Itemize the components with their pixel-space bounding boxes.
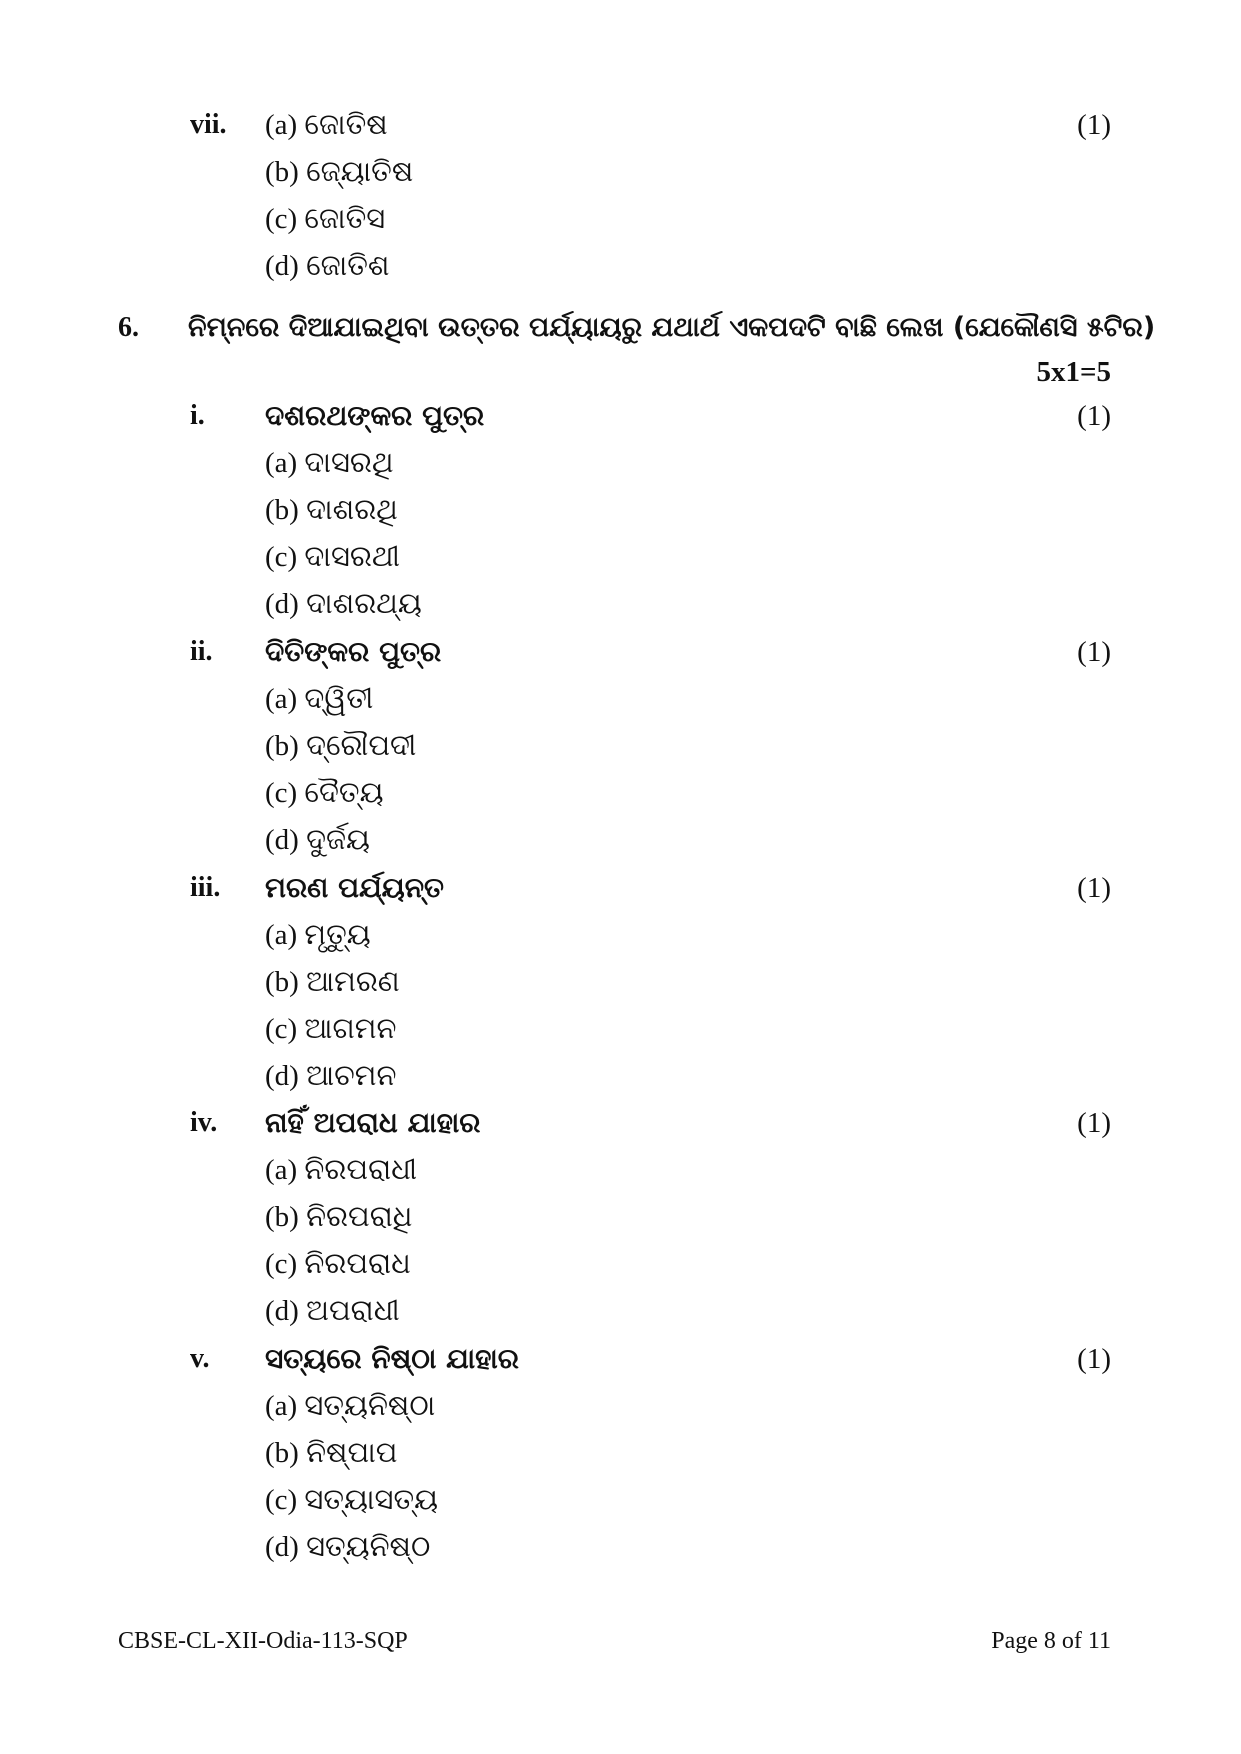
option-a: (a) ଦାସରଥି xyxy=(265,447,394,479)
option-b: (b) ଦ୍ରୌପଦୀ xyxy=(265,730,417,762)
question-text: ସତ୍ୟରେ ନିଷ୍ଠା ଯାହାର xyxy=(265,1342,520,1375)
option-b: (b) ନିରପରାଧି xyxy=(265,1201,413,1233)
footer-document-code: CBSE-CL-XII-Odia-113-SQP xyxy=(118,1628,408,1654)
option-d: (d) ଦାଶରଥ୍ୟ xyxy=(265,588,422,620)
question-number: i. xyxy=(190,400,205,431)
question-marks: (1) xyxy=(1077,636,1111,668)
option-d: (d) ଦୁର୍ଜୟ xyxy=(265,824,370,856)
option-a: (a) ଦ୍ୱିତୀ xyxy=(265,683,374,715)
question-v-row xyxy=(0,1337,1241,1381)
question-marks: (1) xyxy=(1077,1343,1111,1375)
option-a: (a) ସତ୍ୟନିଷ୍ଠା xyxy=(265,1390,436,1422)
question-marks: (1) xyxy=(1077,109,1111,141)
option-a: (a) ମୃତ୍ୟୁ xyxy=(265,919,371,951)
option-d: (d) ଜୋତିଶ xyxy=(265,250,390,282)
question-6-heading xyxy=(0,306,1241,350)
option-c: (c) ଦୈତ୍ୟ xyxy=(265,777,384,809)
question-number: iii. xyxy=(190,872,221,903)
option-a: (a) ନିରପରାଧୀ xyxy=(265,1154,418,1186)
section-total-marks: 5x1=5 xyxy=(1036,356,1111,388)
option-d: (d) ଆଚମନ xyxy=(265,1060,397,1092)
question-text: ନାହିଁ ଅପରାଧ ଯାହାର xyxy=(265,1106,481,1139)
question-vii-row xyxy=(0,103,1241,147)
option-b: (b) ନିଷ୍ପାପ xyxy=(265,1437,398,1469)
question-text: ମରଣ ପର୍ଯ୍ୟନ୍ତ xyxy=(265,871,445,904)
question-number: ii. xyxy=(190,636,213,667)
question-marks: (1) xyxy=(1077,400,1111,432)
question-number: vii. xyxy=(190,109,227,140)
option-c: (c) ଆଗମନ xyxy=(265,1013,397,1045)
question-marks: (1) xyxy=(1077,872,1111,904)
question-text: ଦିତିଙ୍କର ପୁତ୍ର xyxy=(265,635,442,668)
option-c: (c) ଦାସରଥୀ xyxy=(265,541,400,573)
option-d: (d) ସତ୍ୟନିଷ୍ଠ xyxy=(265,1531,431,1563)
question-marks: (1) xyxy=(1077,1107,1111,1139)
question-iii-row xyxy=(0,866,1241,910)
footer-page-number: Page 8 of 11 xyxy=(991,1628,1111,1654)
option-b: (b) ଆମରଣ xyxy=(265,966,400,998)
section-instruction: ନିମ୍ନରେ ଦିଆଯାଇଥିବା ଉତ୍ତର ପର୍ଯ୍ୟାୟରୁ ଯଥାର୍ଥ ଏକପଦଟି ବାଛି ଲେଖ (ଯେକୌଣସି ୫ଟିର) xyxy=(188,312,1156,343)
question-number: v. xyxy=(190,1343,210,1374)
question-iv-row xyxy=(0,1101,1241,1145)
option-b: (b) ଜ୍ୟୋତିଷ xyxy=(265,156,414,188)
question-text: ଦଶରଥଙ୍କର ପୁତ୍ର xyxy=(265,399,485,432)
option-c: (c) ଜୋତିସ xyxy=(265,203,386,235)
option-c: (c) ନିରପରାଧ xyxy=(265,1248,411,1280)
option-c: (c) ସତ୍ୟାସତ୍ୟ xyxy=(265,1484,439,1516)
question-ii-row xyxy=(0,630,1241,674)
question-i-row xyxy=(0,394,1241,438)
question-number: iv. xyxy=(190,1107,218,1138)
option-d: (d) ଅପରାଧୀ xyxy=(265,1295,400,1327)
option-b: (b) ଦାଶରଥି xyxy=(265,494,398,526)
option-a: (a) ଜୋତିଷ xyxy=(265,109,388,141)
section-number: 6. xyxy=(118,312,139,343)
